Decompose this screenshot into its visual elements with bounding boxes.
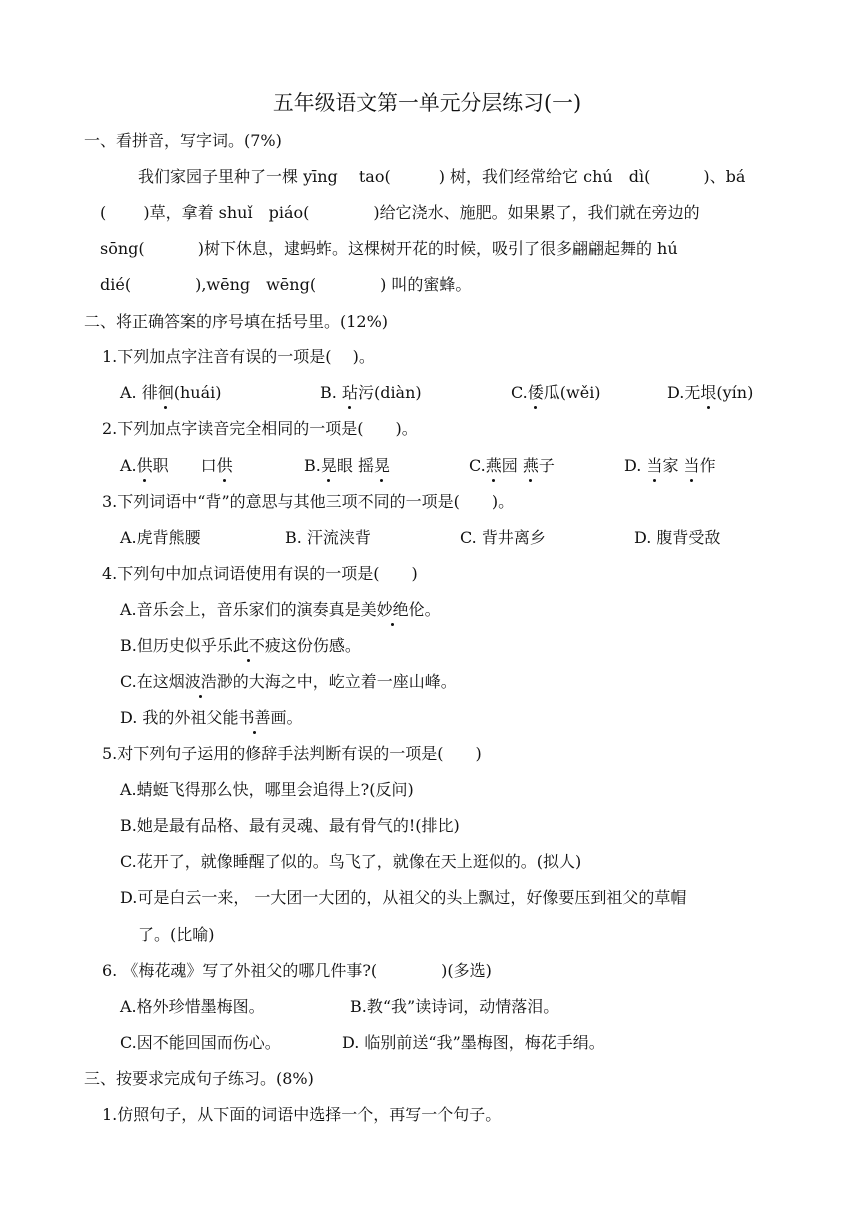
q2-option-d: D. 当家 当作	[624, 456, 716, 475]
q6-option-a: A.格外珍惜墨梅图。	[120, 997, 265, 1016]
pinyin-paragraph-line-1: 我们家园子里种了一棵 yīng tao( ) 树，我们经常给它 chú dì( )、bá	[138, 167, 746, 186]
section-1-heading: 一、看拼音，写字词。(7%)	[84, 131, 282, 150]
q4-option-d: D. 我的外祖父能书善画。	[120, 708, 303, 727]
q5-option-d-continued: 了。(比喻)	[138, 925, 215, 944]
q4-option-b: B.但历史似乎乐此不疲这份伤感。	[120, 636, 361, 655]
q1-option-c: C.倭瓜(wěi)	[511, 383, 601, 402]
question-3-stem: 3.下列词语中“背”的意思与其他三项不同的一项是( )。	[102, 492, 515, 511]
q1-option-d: D.无垠(yín)	[667, 383, 754, 402]
q5-option-c: C.花开了，就像睡醒了似的。鸟飞了，就像在天上逛似的。(拟人)	[120, 852, 582, 871]
q3-option-b: B. 汗流浃背	[285, 528, 371, 547]
q1-option-a: A. 徘徊(huái)	[120, 383, 222, 402]
pinyin-paragraph-line-2: ( )草，拿着 shuǐ piáo( )给它浇水、施肥。如果累了，我们就在旁边的	[100, 203, 700, 222]
q6-option-b: B.教“我”读诗词，动情落泪。	[350, 997, 560, 1016]
question-6-stem: 6. 《梅花魂》写了外祖父的哪几件事?( )(多选)	[102, 961, 492, 980]
q5-option-b: B.她是最有品格、最有灵魂、最有骨气的!(排比)	[120, 816, 460, 835]
section-2-heading: 二、将正确答案的序号填在括号里。(12%)	[84, 312, 389, 331]
q3-option-a: A.虎背熊腰	[120, 528, 201, 547]
q4-option-c: C.在这烟波浩渺的大海之中，屹立着一座山峰。	[120, 672, 457, 691]
q1-option-b: B. 玷污(diàn)	[320, 383, 422, 402]
q6-option-c: C.因不能回国而伤心。	[120, 1033, 281, 1052]
q5-option-d: D.可是白云一来， 一大团一大团的，从祖父的头上飘过，好像要压到祖父的草帽	[120, 888, 687, 907]
question-2-stem: 2.下列加点字读音完全相同的一项是( )。	[102, 419, 418, 438]
question-4-stem: 4.下列句中加点词语使用有误的一项是( )	[102, 564, 418, 583]
q2-option-a: A.供职 口供	[120, 456, 233, 475]
q3-option-d: D. 腹背受敌	[634, 528, 721, 547]
question-5-stem: 5.对下列句子运用的修辞手法判断有误的一项是( )	[102, 744, 482, 763]
q3-option-c: C. 背井离乡	[460, 528, 546, 547]
page-title: 五年级语文第一单元分层练习(一)	[272, 91, 582, 115]
q6-option-d: D. 临别前送“我”墨梅图，梅花手绢。	[342, 1033, 605, 1052]
q2-option-c: C.燕园 燕子	[469, 456, 555, 475]
pinyin-paragraph-line-3: sōng( )树下休息，逮蚂蚱。这棵树开花的时候，吸引了很多翩翩起舞的 hú	[100, 239, 678, 258]
question-1-stem: 1.下列加点字注音有误的一项是( )。	[102, 347, 375, 366]
section-3-question-1: 1.仿照句子，从下面的词语中选择一个，再写一个句子。	[102, 1105, 502, 1124]
pinyin-paragraph-line-4: dié( ),wēng wēng( ) 叫的蜜蜂。	[100, 275, 472, 294]
q2-option-b: B.晃眼 摇晃	[304, 456, 390, 475]
q4-option-a: A.音乐会上，音乐家们的演奏真是美妙绝伦。	[120, 600, 441, 619]
section-3-heading: 三、按要求完成句子练习。(8%)	[84, 1069, 314, 1088]
q5-option-a: A.蜻蜓飞得那么快，哪里会追得上?(反问)	[120, 780, 414, 799]
